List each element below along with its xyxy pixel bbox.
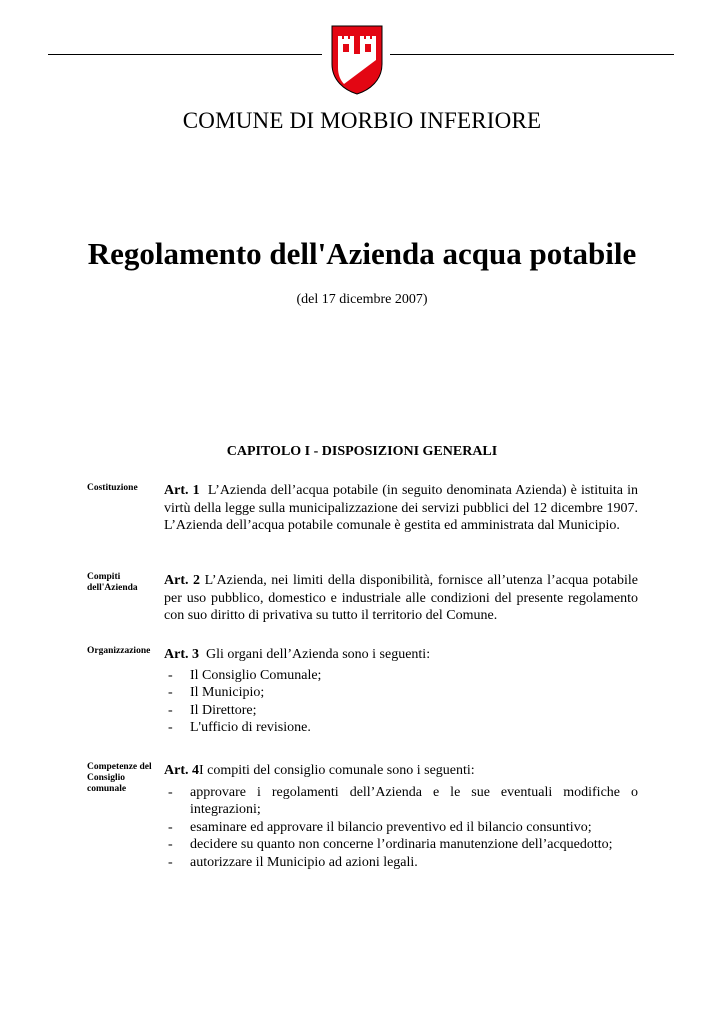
commune-name: COMUNE DI MORBIO INFERIORE [182,108,542,133]
organ-list [164,667,638,737]
margin-note: Compiti dell'Azienda [87,572,138,593]
list-item: - Il Municipio; [168,685,265,700]
article-4 [164,762,638,871]
chapter-heading: CAPITOLO I - DISPOSIZIONI GENERALI [226,444,498,459]
list-item: - Il Direttore; [168,702,257,718]
article-label: Art. 3 [164,647,199,662]
list-item: - approvare i regolamenti dell’Azienda e le sue eventuali modifiche o integrazioni; [168,784,638,817]
article-label: Art. 1 [164,483,200,498]
article-text: L’Azienda dell’acqua potabile (in seguito denominata Azienda) è istituita in virtù della legge sulla municipalizzazione dei servizi pubblici del 12 dicembre 1907. L’Azienda dell’acqua potabile comunale è gestita ed amministrata dal Municipio. [164,483,638,533]
article-2 [164,572,638,625]
header-rule-left [48,54,322,55]
article-text: I compiti del consiglio comunale sono i seguenti: [199,763,475,778]
list-item: - autorizzare il Municipio ad azioni legali. [168,854,418,870]
list-item: - L'ufficio di revisione. [168,720,311,735]
list-item: - Il Consiglio Comunale; [168,667,322,683]
article-1 [164,482,638,535]
margin-note: Organizzazione [87,646,151,656]
article-text: Gli organi dell’Azienda sono i seguenti: [206,647,431,662]
list-item: - decidere su quanto non concerne l’ordinaria manutenzione dell’acquedotto; [168,837,613,852]
header-rule-right [390,54,674,55]
margin-note: Costituzione [87,483,138,493]
article-3 [164,646,638,737]
duties-list [164,784,638,872]
coat-of-arms-icon [330,24,384,96]
document-title: Regolamento dell'Azienda acqua potabile [87,236,637,271]
margin-note: Competenze del Consiglio comunale [87,762,152,794]
article-label: Art. 2 [164,573,201,588]
document-date: (del 17 dicembre 2007) [296,292,428,307]
article-text: L’Azienda, nei limiti della disponibilità, fornisce all’utenza l’acqua potabile per uso pubblico, domestico e industriale alle condizioni del presente regolamento con suo diritto di privativa su tutto il territorio del Comune. [164,573,638,623]
article-label: Art. 4 [164,763,199,778]
list-item: - esaminare ed approvare il bilancio preventivo ed il bilancio consuntivo; [168,819,592,835]
